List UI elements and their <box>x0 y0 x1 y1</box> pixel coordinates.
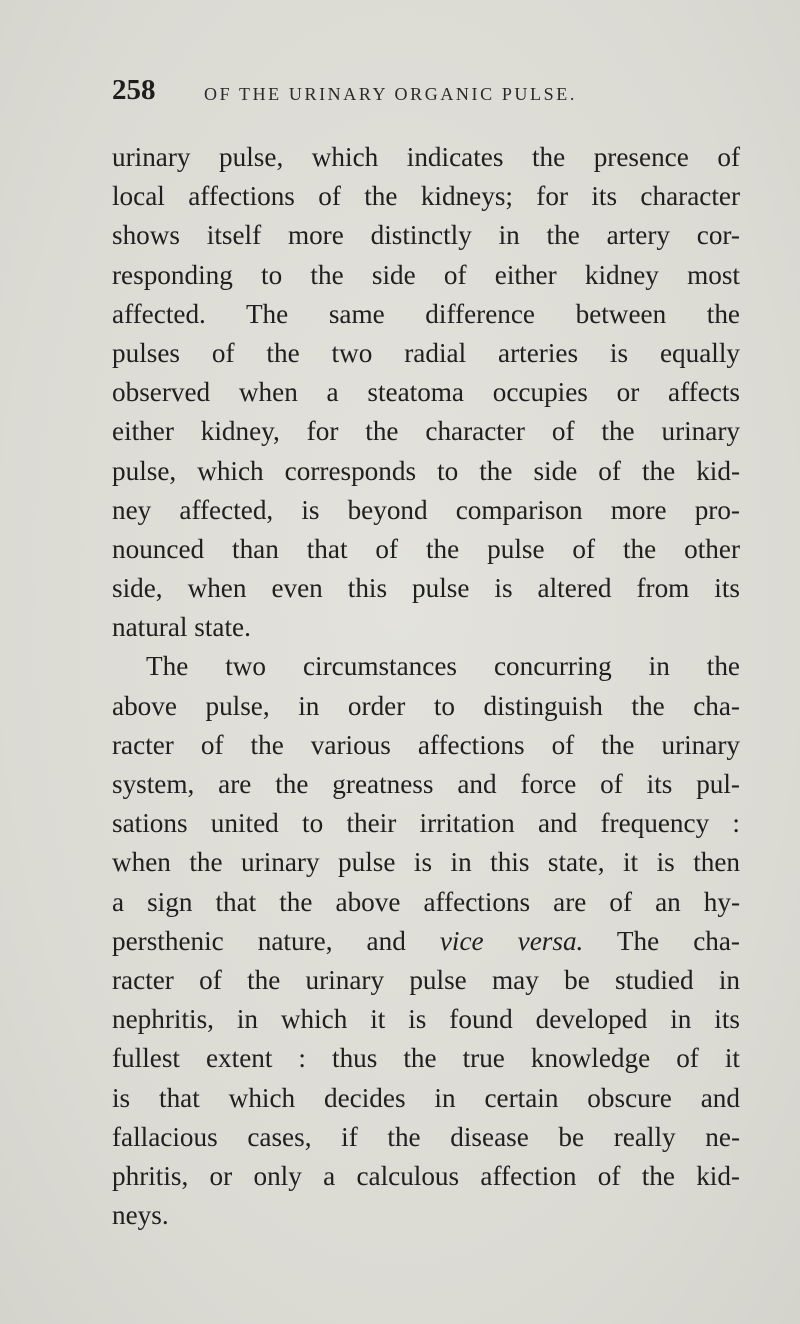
text-line: shows itself more distinctly in the artery cor- <box>112 220 740 251</box>
italic-phrase: vice versa. <box>439 925 584 956</box>
text-line: a sign that the above affections are of an hy- <box>112 886 740 917</box>
page-header <box>112 74 752 114</box>
text-line: above pulse, in order to distinguish the cha- <box>112 690 740 721</box>
running-head: OF THE URINARY ORGANIC PULSE. <box>204 84 577 104</box>
text-line: observed when a steatoma occupies or affects <box>112 377 740 408</box>
text-line: sations united to their irritation and frequency : <box>112 808 740 839</box>
text-line: is that which decides in certain obscure and <box>112 1082 740 1113</box>
text-line: natural state. <box>112 612 251 643</box>
text-line: racter of the urinary pulse may be studied in <box>112 964 740 995</box>
body-text <box>112 138 740 1235</box>
text-line: fallacious cases, if the disease be really ne- <box>112 1121 740 1152</box>
text-line: pulse, which corresponds to the side of the kid- <box>112 455 740 486</box>
text-line: phritis, or only a calculous affection of the kid- <box>112 1160 740 1191</box>
text-line: side, when even this pulse is altered from its <box>112 573 740 604</box>
text-line: ney affected, is beyond comparison more pro- <box>112 494 740 525</box>
page-number: 258 <box>112 74 156 106</box>
text-line: nephritis, in which it is found developed in its <box>112 1004 740 1035</box>
text-line: nounced than that of the pulse of the other <box>112 533 740 564</box>
text-line: affected. The same difference between the <box>112 298 740 329</box>
text-line: pulses of the two radial arteries is equally <box>112 337 740 368</box>
text-line: urinary pulse, which indicates the presence of <box>112 142 740 172</box>
text-line: system, are the greatness and force of its pul- <box>112 769 740 799</box>
text-line: either kidney, for the character of the urinary <box>112 416 740 447</box>
text-line: fullest extent : thus the true knowledge of it <box>112 1043 740 1074</box>
text-segment: The cha- <box>583 925 740 956</box>
text-line: The two circumstances concurring in the <box>146 651 740 682</box>
text-segment: persthenic nature, and <box>112 925 440 956</box>
text-line: when the urinary pulse is in this state, it is then <box>112 847 740 878</box>
text-line <box>112 922 740 961</box>
text-line: racter of the various affections of the urinary <box>112 729 740 760</box>
text-line: neys. <box>112 1200 169 1231</box>
text-line: local affections of the kidneys; for its character <box>112 181 740 212</box>
text-line: responding to the side of either kidney most <box>112 259 740 290</box>
